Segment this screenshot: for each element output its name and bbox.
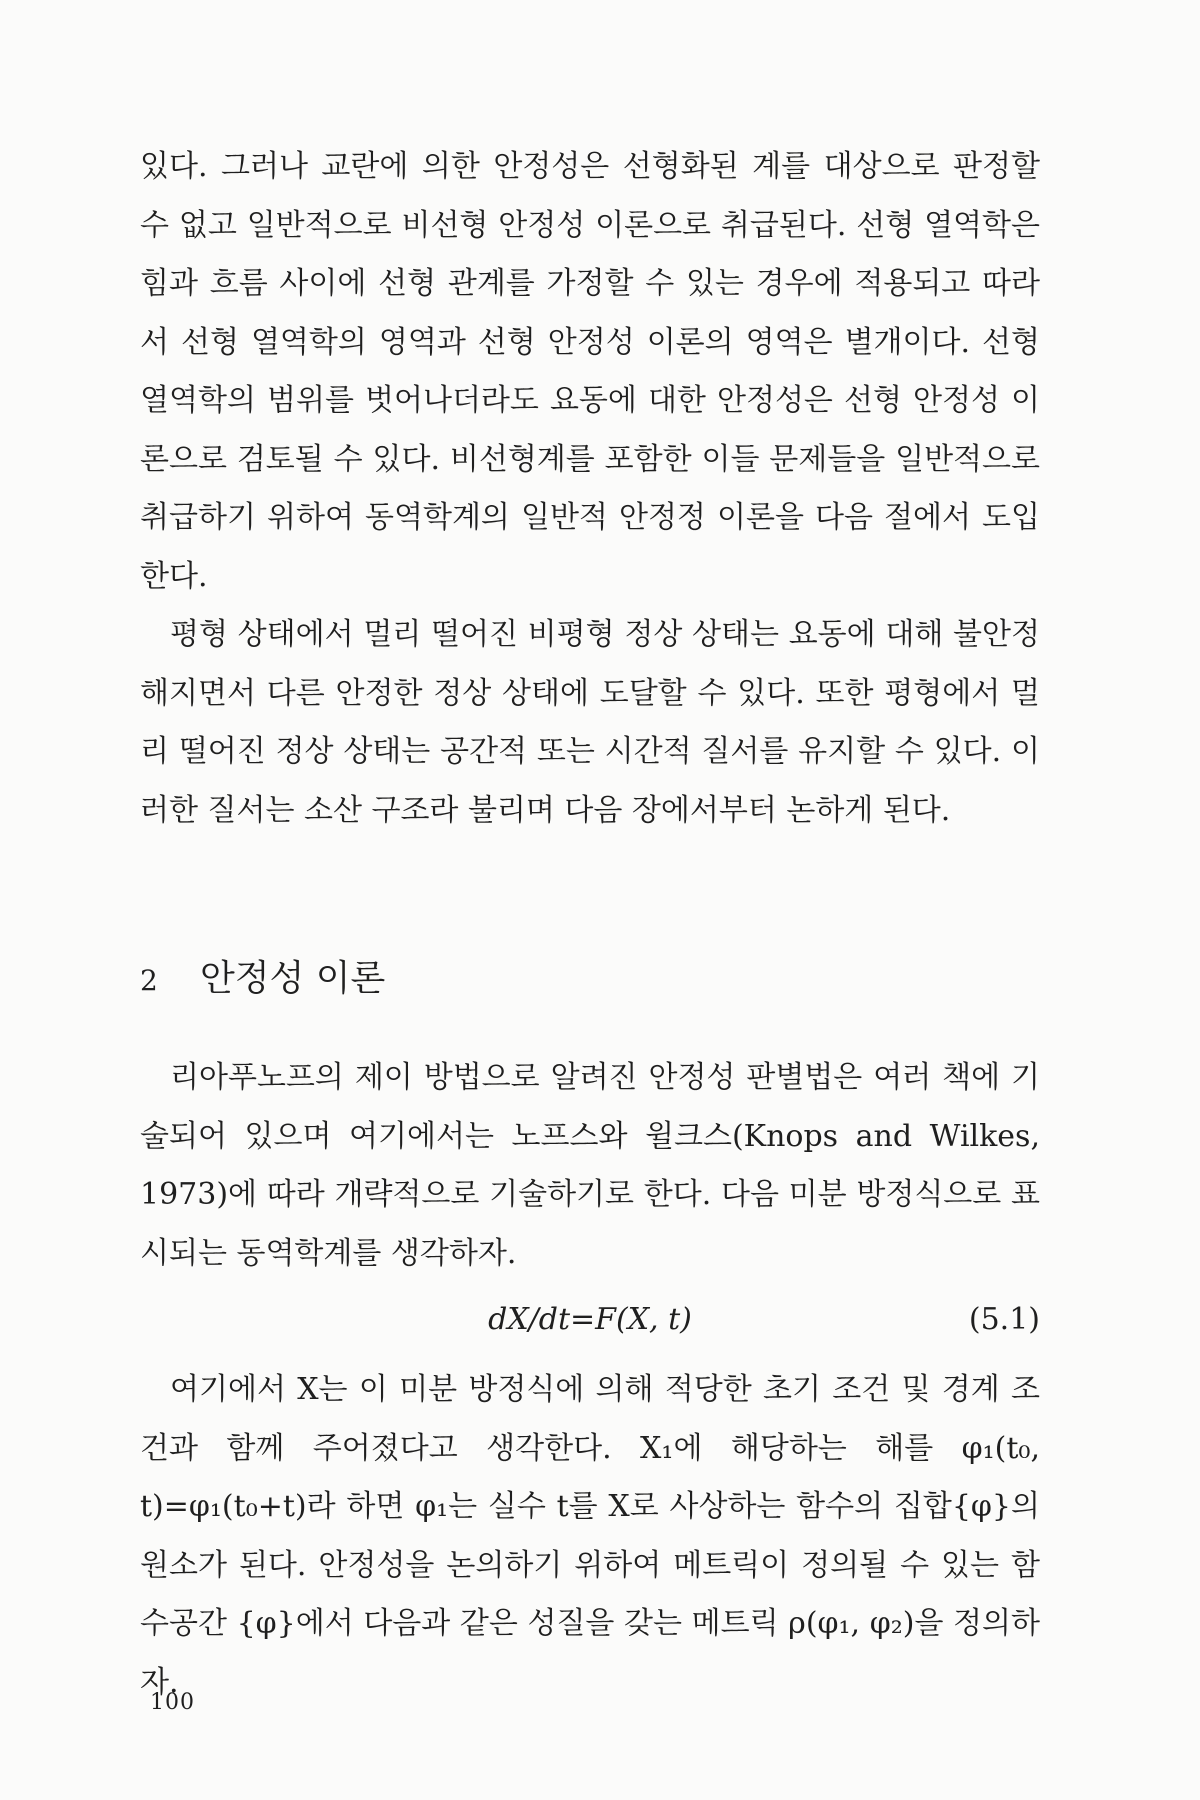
body-paragraph-3: 리아푸노프의 제이 방법으로 알려진 안정성 판별법은 여러 책에 기술되어 있으며 여기에서는 노프스와 윌크스(Knops and Wilkes, 1973)에 따라 개략적으로 기술하기로 한다. 다음 미분 방정식으로 표시되는 동역학계를 생각하자. (140, 1060, 1040, 1271)
section-heading (140, 950, 1040, 1001)
equation-number: (5.1) (968, 1302, 1040, 1337)
page-number: 100 (150, 1690, 195, 1715)
equation-expression: dX/dt=F(X, t) (488, 1302, 692, 1337)
equation-block (140, 1289, 1040, 1351)
section-number: 2 (140, 964, 158, 997)
section-title: 안정성 이론 (200, 958, 386, 999)
page-content (140, 138, 1040, 1712)
body-paragraph-4: 여기에서 X는 이 미분 방정식에 의해 적당한 초기 조건 및 경계 조건과 함께 주어졌다고 생각한다. X₁에 해당하는 해를 φ₁(t₀, t)=φ₁(t₀+t)라 하면 φ₁는 실수 t를 X로 사상하는 함수의 집합{φ}의 원소가 된다. 안정성을 논의하기 위하여 메트릭이 정의될 수 있는 함수공간 {φ}에서 다음과 같은 성질을 갖는 메트릭 ρ(φ₁, φ₂)을 정의하자. (140, 1372, 1040, 1700)
body-paragraph-1: 있다. 그러나 교란에 의한 안정성은 선형화된 계를 대상으로 판정할 수 없고 일반적으로 비선형 안정성 이론으로 취급된다. 선형 열역학은 힘과 흐름 사이에 선형 관계를 가정할 수 있는 경우에 적용되고 따라서 선형 열역학의 영역과 선형 안정성 이론의 영역은 별개이다. 선형 열역학의 범위를 벗어나더라도 요동에 대한 안정성은 선형 안정성 이론으로 검토될 수 있다. 비선형계를 포함한 이들 문제들을 일반적으로 취급하기 위하여 동역학계의 일반적 안정정 이론을 다음 절에서 도입한다. (140, 149, 1040, 594)
body-paragraph-2: 평형 상태에서 멀리 떨어진 비평형 정상 상태는 요동에 대해 불안정해지면서 다른 안정한 정상 상태에 도달할 수 있다. 또한 평형에서 멀리 떨어진 정상 상태는 공간적 또는 시간적 질서를 유지할 수 있다. 이러한 질서는 소산 구조라 불리며 다음 장에서부터 논하게 된다. (140, 617, 1040, 828)
